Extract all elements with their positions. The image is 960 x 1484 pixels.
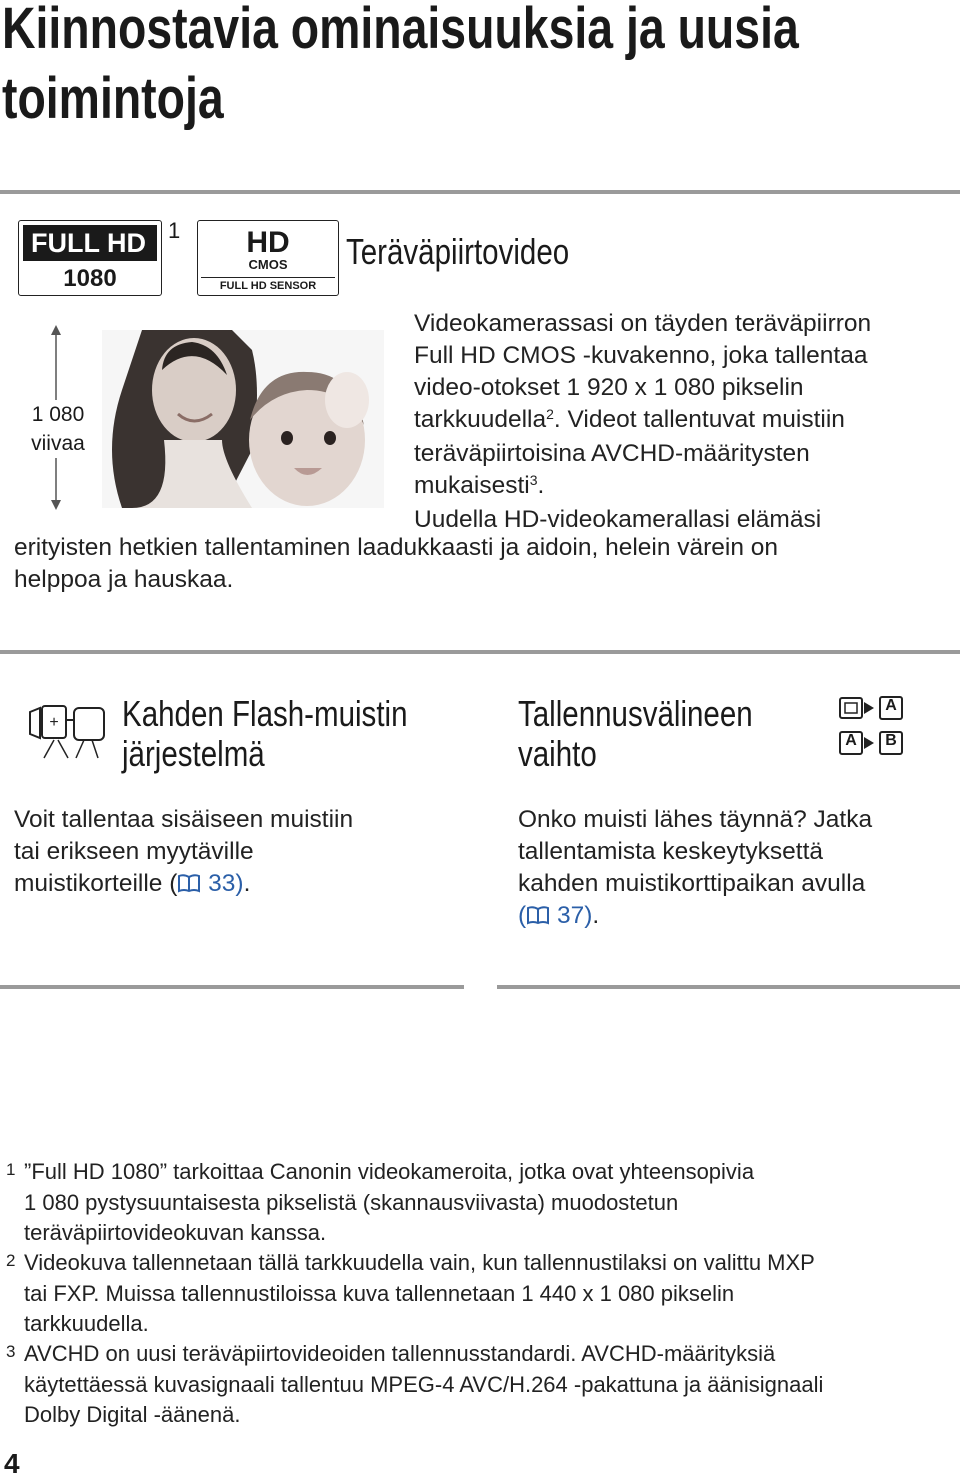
footnote-3: AVCHD on uusi teräväpiirtovideoiden tallennusstandardi. AVCHD-määrityksiä käytettäessä kuvasignaali tallentuu MPEG-4 AVC/H.264 -pakattuna ja äänisignaali Dolby Digital -äänenä. [24,1341,824,1427]
page-reference-link[interactable]: 33) [177,870,243,897]
page-title: Kiinnostavia ominaisuuksia ja uusia toimintoja [2,0,799,131]
page-reference-link[interactable]: 37) [526,902,592,929]
section-divider [0,190,960,194]
card-b-label: B [885,732,897,749]
book-icon [177,873,201,893]
footnote-number: 1 [6,1160,16,1179]
footnote-ref-3: 3 [529,472,538,488]
section-heading-flash: Kahden Flash-muistin järjestelmä [122,693,408,774]
mother-and-baby-photo [102,330,384,508]
footnote-number: 3 [6,1342,16,1361]
card-a-label: A [885,697,897,714]
relay-description: Onko muisti lähes täynnä? Jatka tallentamista keskeytyksettä kahden muistikorttipaikan avulla ( 37). [518,806,873,929]
footnote-ref-2: 2 [546,406,554,422]
dual-flash-memory-icon [26,700,110,762]
footnote-2: Videokuva tallennetaan tällä tarkkuudella vain, kun tallennustilaksi on valittu MXP tai FXP. Muissa tallennustiloissa kuva tallennetaan 1 440 x 1 080 pikselin tarkkuudella. [24,1250,815,1336]
flash-description: Voit tallentaa sisäiseen muistiin tai erikseen myytäville muistikorteille ( 33). [14,806,354,897]
footnote-1: ”Full HD 1080” tarkoittaa Canonin videokameroita, jotka ovat yhteensopivia 1 080 pystysuuntaisesta pikselistä (skannausviivasta) muodostetun teräväpiirtovideokuvan kanssa. [24,1159,755,1245]
card-a-label: A [845,732,857,749]
lines-label: 1 080 viivaa [24,400,92,458]
footnote-ref-1: 1 [168,218,181,243]
book-icon [526,905,550,925]
full-hd-1080-logo: FULL HD 1080 [18,220,162,296]
svg-text:+: + [49,714,59,731]
hd-cmos-logo: HD CMOS FULL HD SENSOR [197,220,339,296]
section-heading-relay: Tallennusvälineen vaihto [518,693,753,774]
section-divider [0,650,960,654]
hd-description-continued: erityisten hetkien tallentaminen laadukkaasti ja aidoin, helein värein on helppoa ja hauskaa. [14,534,779,593]
page-number: 4 [4,1448,20,1479]
section-divider [497,985,960,989]
footnote-number: 2 [6,1251,16,1270]
section-divider [0,985,464,989]
hd-description: Videokamerassasi on täyden teräväpiirron Full HD CMOS -kuvakenno, joka tallentaa video-otokset 1 920 x 1 080 pikselin tarkkuudella$^2$. Videot tallentuvat muistiin teräväpiirtoisina AVCHD-määritysten mukaisesti$^3$. Uudella HD-videokamerallasi elämäsi [414,310,872,533]
section-heading-hd: Teräväpiirtovideo [346,231,570,272]
